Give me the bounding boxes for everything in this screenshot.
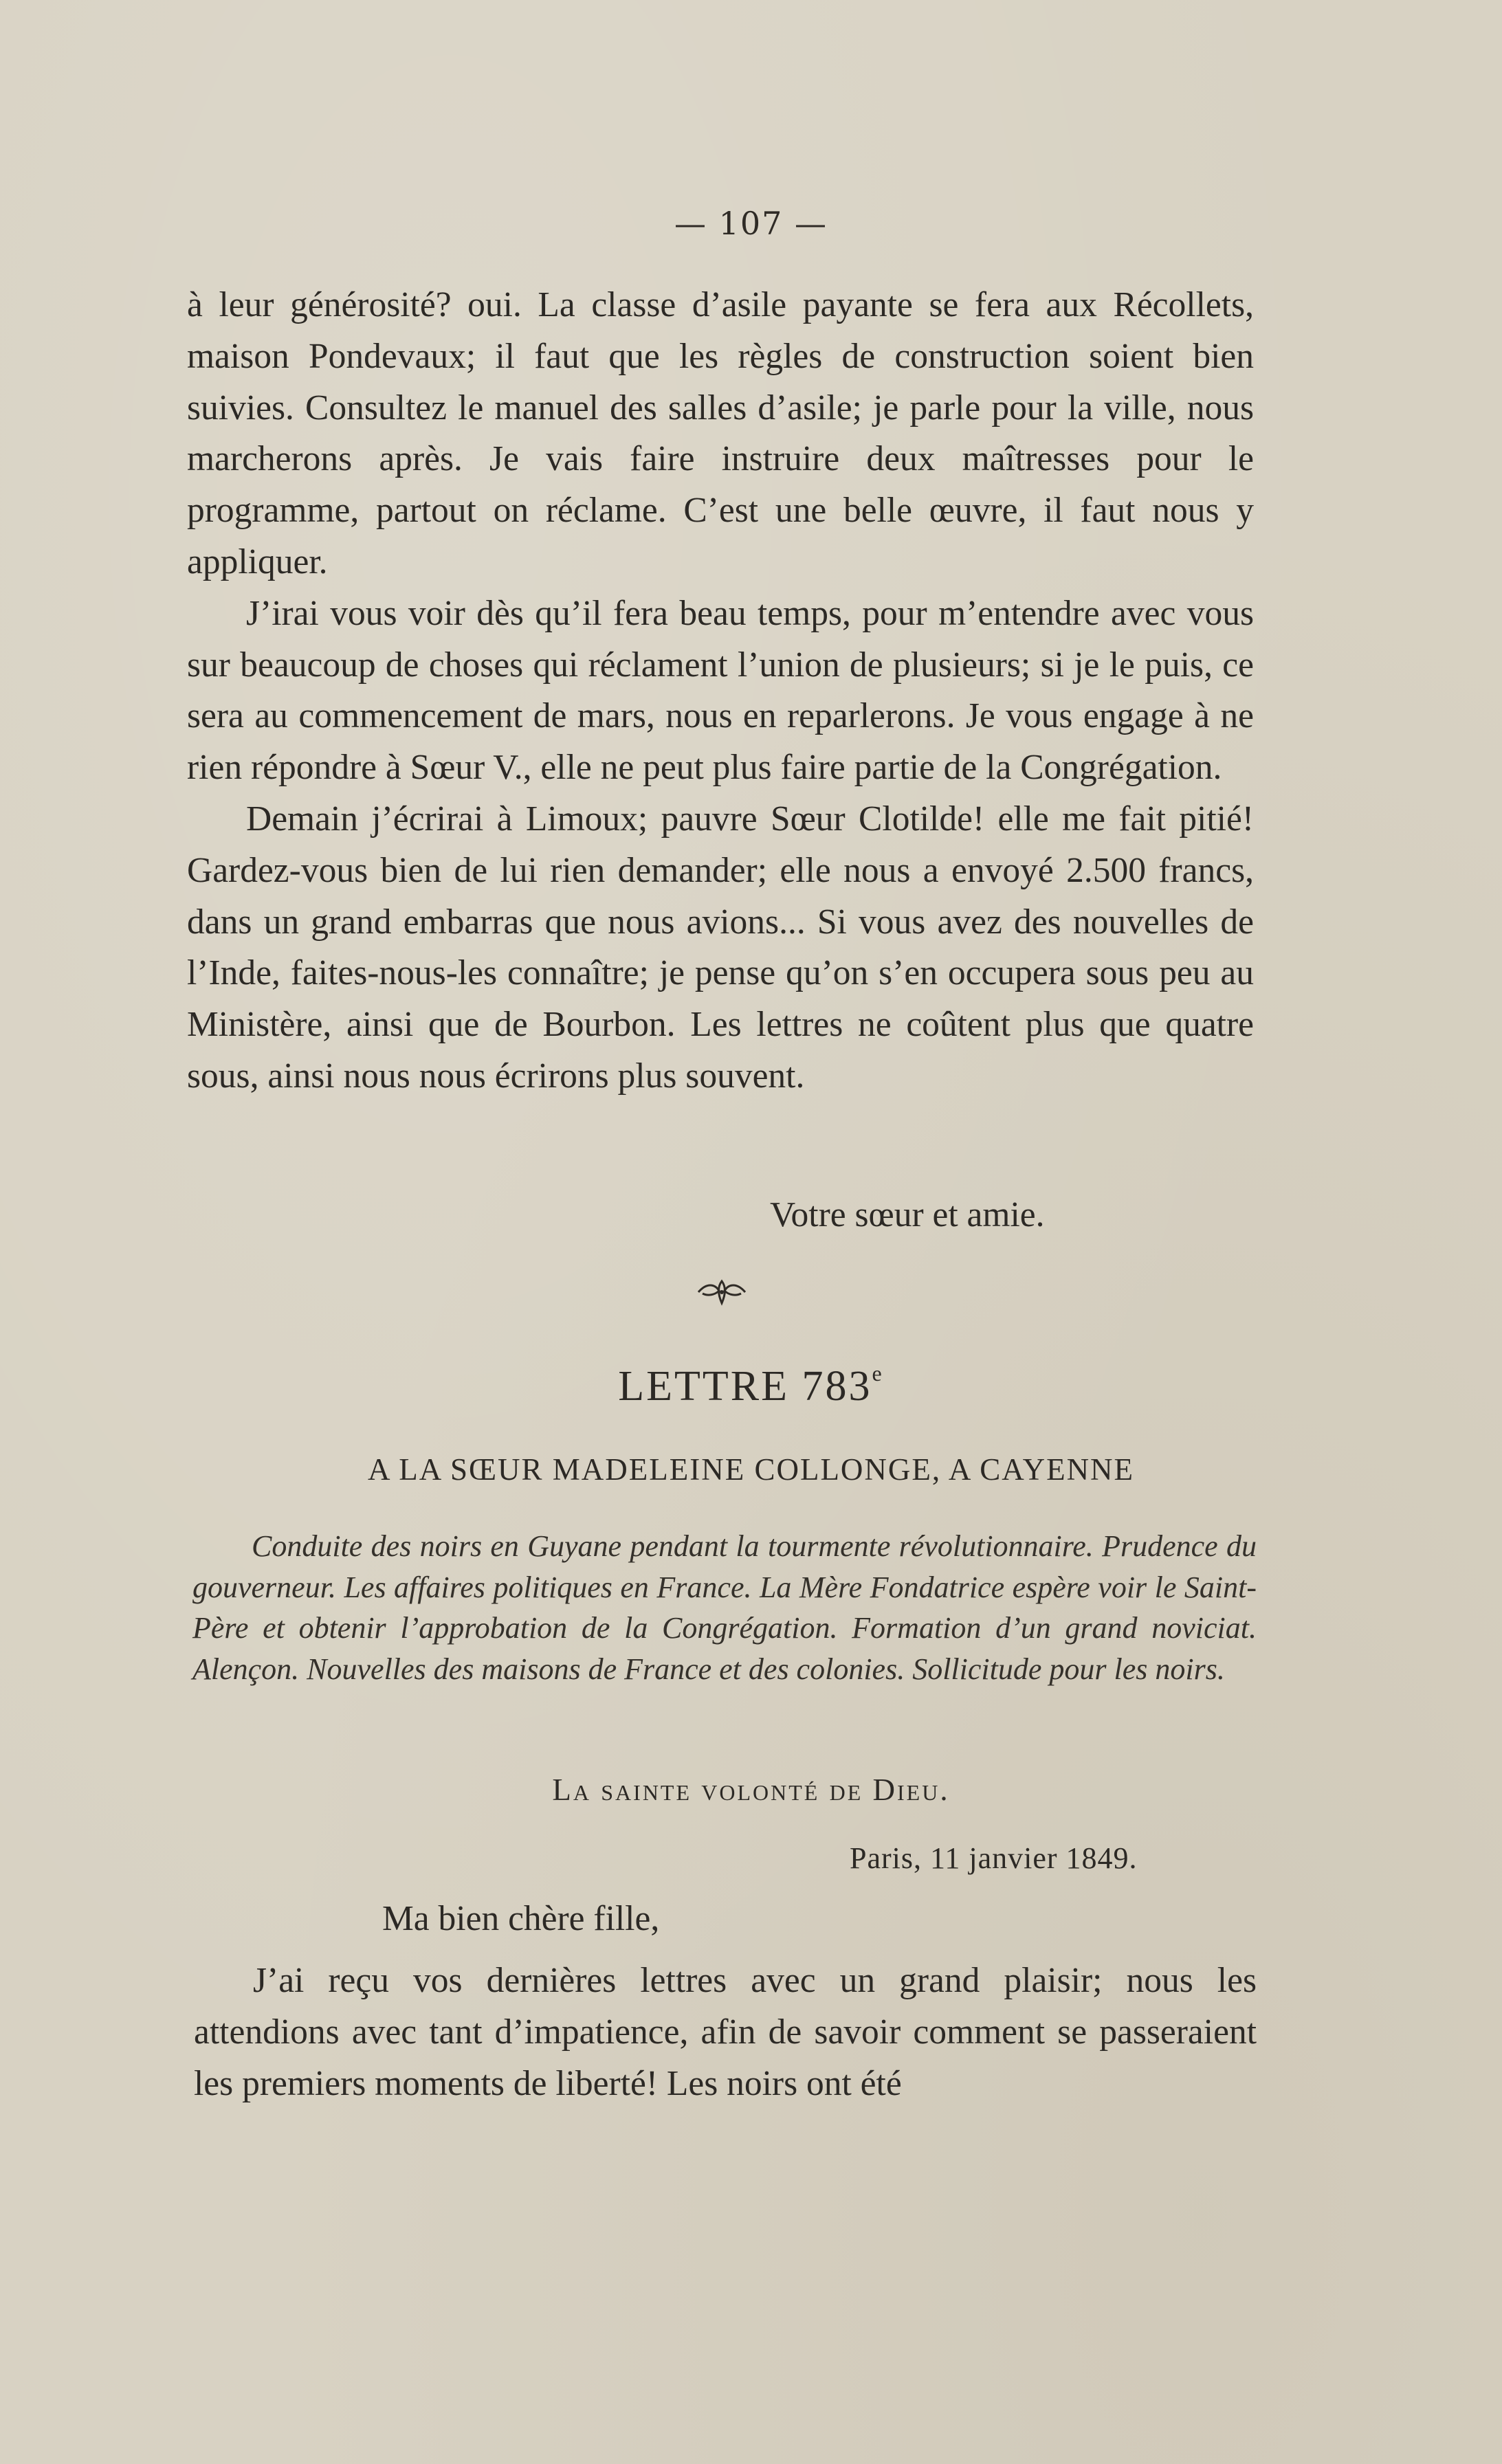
letter-dateline: Paris, 11 janvier 1849. (850, 1841, 1138, 1875)
body-paragraph: Demain j’écrirai à Limoux; pauvre Sœur Clotilde! elle me fait pitié! Gardez-vous bien de lui rien demander; elle nous a envoyé 2.500 francs, dans un grand embarras que nous avions... Si vous avez des nouvelles de l’Inde, faites-nous-les connaître; je pense qu’on s’en occupera sous peu au Ministère, ainsi que de Bourbon. Les lettres ne coûtent plus que quatre sous, ainsi nous nous écrirons plus souvent. (187, 799, 1254, 1096)
letter-motto: La sainte volonté de Dieu. (552, 1773, 950, 1807)
page-number: — 107 — (674, 205, 828, 242)
body-paragraph: J’irai vous voir dès qu’il fera beau temps, pour m’entendre avec vous sur beaucoup de choses qui réclament l’union de plusieurs; si je le puis, ce sera au commencement de mars, nous en reparlerons. Je vous engage à ne rien répondre à Sœur V., elle ne peut plus faire partie de la Congrégation. (187, 593, 1254, 788)
letter-summary: Conduite des noirs en Guyane pendant la tourmente révolutionnaire. Prudence du gouverneur. Les affaires politiques en France. La Mère Fondatrice espère voir le Saint-Père et obtenir l’approbation de la Congrégation. Formation d’un grand noviciat. Alençon. Nouvelles des maisons de France et des colonies. Sollicitude pour les noirs. (192, 1529, 1257, 1686)
fleuron-ornament-icon (694, 1277, 749, 1307)
letter-body-text (194, 1955, 1257, 2109)
letter-title (0, 1361, 1502, 1411)
letter-salutation: Ma bien chère fille, (382, 1899, 660, 1938)
body-paragraph: J’ai reçu vos dernières lettres avec un grand plaisir; nous les attendions avec tant d’impatience, afin de savoir comment se passeraient les premiers moments de liberté! Les noirs ont été (194, 1961, 1257, 2103)
letter-title-suffix: e (872, 1361, 884, 1386)
letter-recipient: A LA SŒUR MADELEINE COLLONGE, A CAYENNE (367, 1452, 1135, 1487)
letter-signoff: Votre sœur et amie. (770, 1195, 1045, 1234)
letter-title-text: LETTRE 783 (618, 1363, 872, 1410)
body-paragraph: à leur générosité? oui. La classe d’asile payante se fera aux Récollets, maison Pondevaux; il faut que les règles de construction soient bien suivies. Consultez le manuel des salles d’asile; je parle pour la ville, nous marcherons après. Je vais faire instruire deux maîtresses pour le programme, partout on réclame. C’est une belle œuvre, il faut nous y appliquer. (187, 285, 1254, 581)
letter-continuation-text (187, 280, 1254, 1102)
